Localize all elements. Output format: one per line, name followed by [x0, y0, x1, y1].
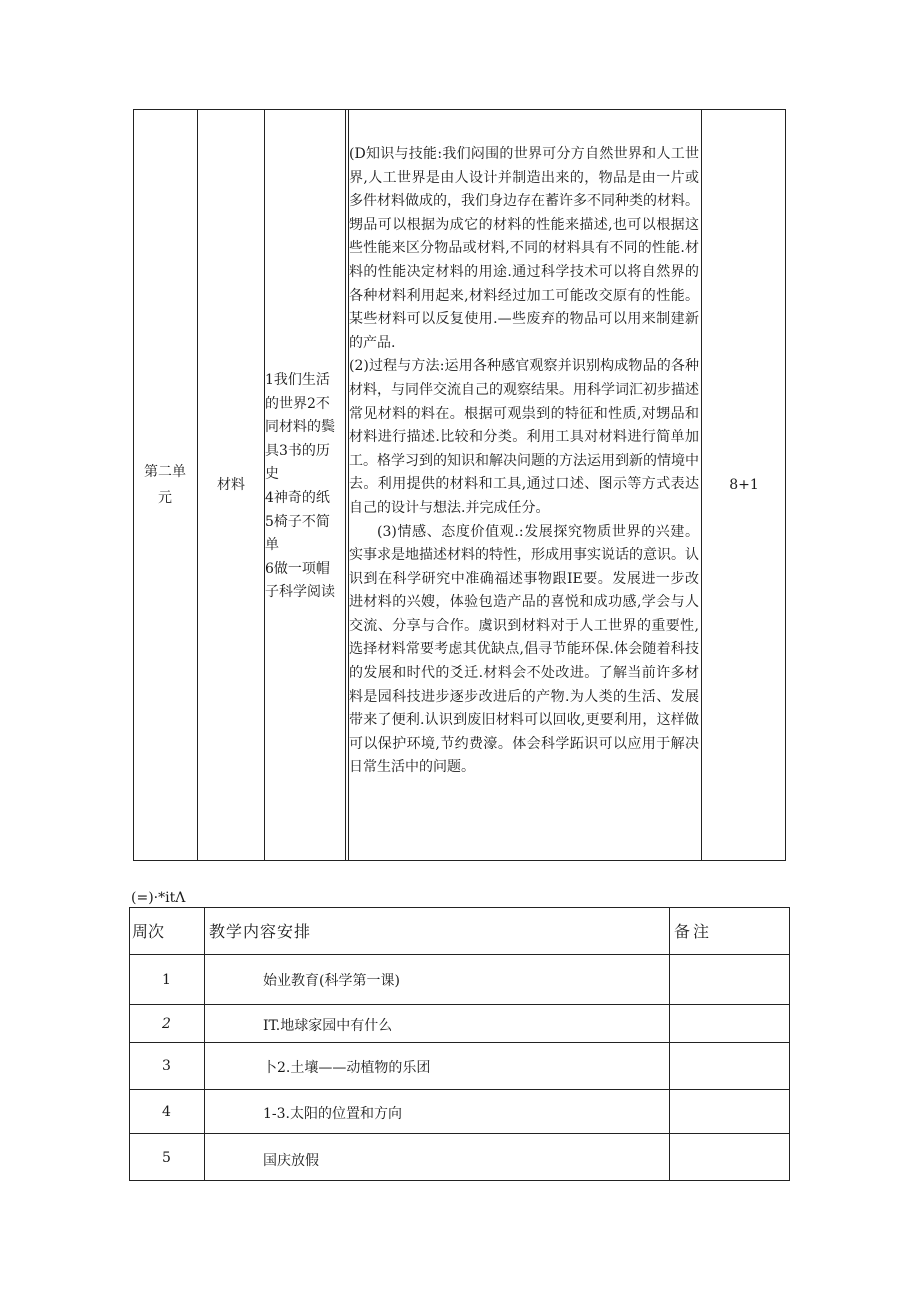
- lesson-line: 的世界2不: [265, 395, 330, 412]
- unit-topic: 材料: [217, 476, 245, 493]
- unit-topic-cell: [198, 109, 264, 861]
- week-content: 始业教育(科学第一课): [263, 973, 400, 989]
- schedule-heading: (=)·*itΛ: [131, 890, 186, 906]
- week-content: 1-3.太阳的位置和方向: [263, 1106, 402, 1122]
- lesson-line: 1我们生活: [265, 372, 330, 388]
- header-content: 教学内容安排: [209, 922, 312, 941]
- unit-hours: 8+1: [729, 476, 759, 493]
- week-number: 3: [162, 1058, 171, 1074]
- lesson-line: 史: [265, 466, 279, 483]
- objective-attitude: (3)情感、态度价值观.:发展探究物质世界的兴建。实事求是地描述材料的特性，形成用事实说话的意识。认识到在科学研究中准确福述事物跟IE要。发展进一步改进材料的兴嫂，体验包造产品的喜悦和成功感,学会与人交流、分享与合作。虞识到材料对于人工世界的重要性,选择材料常要考虑其优缺点,倡寻节能环保.体会随着科技的发展和时代的爻迁.材料会不处改进。了解当前许多材料是园科技进步逐步改进后的产物.为人类的生活、发展带来了便利.认识到废旧材料可以回收,更要利用，这样做可以保护环境,节约费濠。体会科学跖识可以应用于解决日常生活中的问题。: [349, 523, 699, 776]
- header-note: 备注: [674, 922, 713, 941]
- lesson-line: 具3书的历: [265, 442, 330, 459]
- week-content: IT.地球家园中有什么: [263, 1018, 393, 1034]
- lesson-line: 子科学阅读: [265, 584, 335, 601]
- week-number: 4: [162, 1103, 171, 1120]
- unit-name: 第二单 元: [144, 464, 186, 506]
- row-divider: [129, 1042, 790, 1043]
- schedule-table-frame: [129, 907, 790, 1181]
- week-content: 卜2.土壤——动植物的乐团: [263, 1060, 431, 1076]
- unit-name-cell: [133, 109, 197, 861]
- week-number: 5: [162, 1149, 171, 1166]
- objective-knowledge: (D知识与技能:我们闷围的世界可分方自然世界和人工世界,人工世界是由人设计并制造出来的，物品是由一片或多件材料做成的，我们身边存在蓄许多不同种类的材料。甥品可以根据为成它的材料的性能来描述,也可以根据这些性能来区分物品或材料,不同的材料具有不同的性能.材料的性能决定材料的用途.通过科学技术可以将自然界的各种材料利用起来,材料经过加工可能改交原有的性能。某些材料可以反复使用.—些废弃的物品可以用来制建新的产品.: [349, 146, 699, 351]
- col-divider: [669, 907, 670, 1181]
- col-divider: [204, 907, 205, 1181]
- col-divider: [345, 109, 346, 861]
- unit-outline-table: [133, 109, 786, 861]
- objectives-cell: [349, 143, 699, 780]
- lesson-line: 4神奇的纸: [265, 489, 330, 506]
- week-content: 国庆放假: [263, 1153, 319, 1169]
- lesson-line: 同材料的鬓: [265, 419, 335, 436]
- header-week: 周次: [132, 922, 165, 941]
- lesson-line: 单: [265, 537, 279, 554]
- row-divider: [129, 1004, 790, 1005]
- lesson-line: 5椅子不简: [265, 513, 330, 530]
- week-number: 2: [162, 1015, 171, 1032]
- row-divider: [129, 1089, 790, 1090]
- row-divider: [129, 954, 790, 955]
- row-divider: [129, 1133, 790, 1134]
- objective-process: (2)过程与方法:运用各种感官观察并识别构成物品的各种材料，与同伴交流自己的观察结果。用科学词汇初步描述常见材料的料在。根据可观祟到的特征和性质,对甥品和材料进行描述.比较和分类。利用工具对材料进行简单加工。格学习到的知识和解决问题的方法运用到新的情境中去。利用提供的材料和工具,通过口述、图示等方式表达自己的设计与想法.并完成任分。: [349, 358, 699, 516]
- lesson-list: [265, 369, 345, 605]
- schedule-table: [129, 907, 790, 1181]
- lesson-line: 6做一项帽: [265, 560, 330, 577]
- hours-cell: [702, 109, 786, 861]
- week-number: 1: [162, 971, 171, 988]
